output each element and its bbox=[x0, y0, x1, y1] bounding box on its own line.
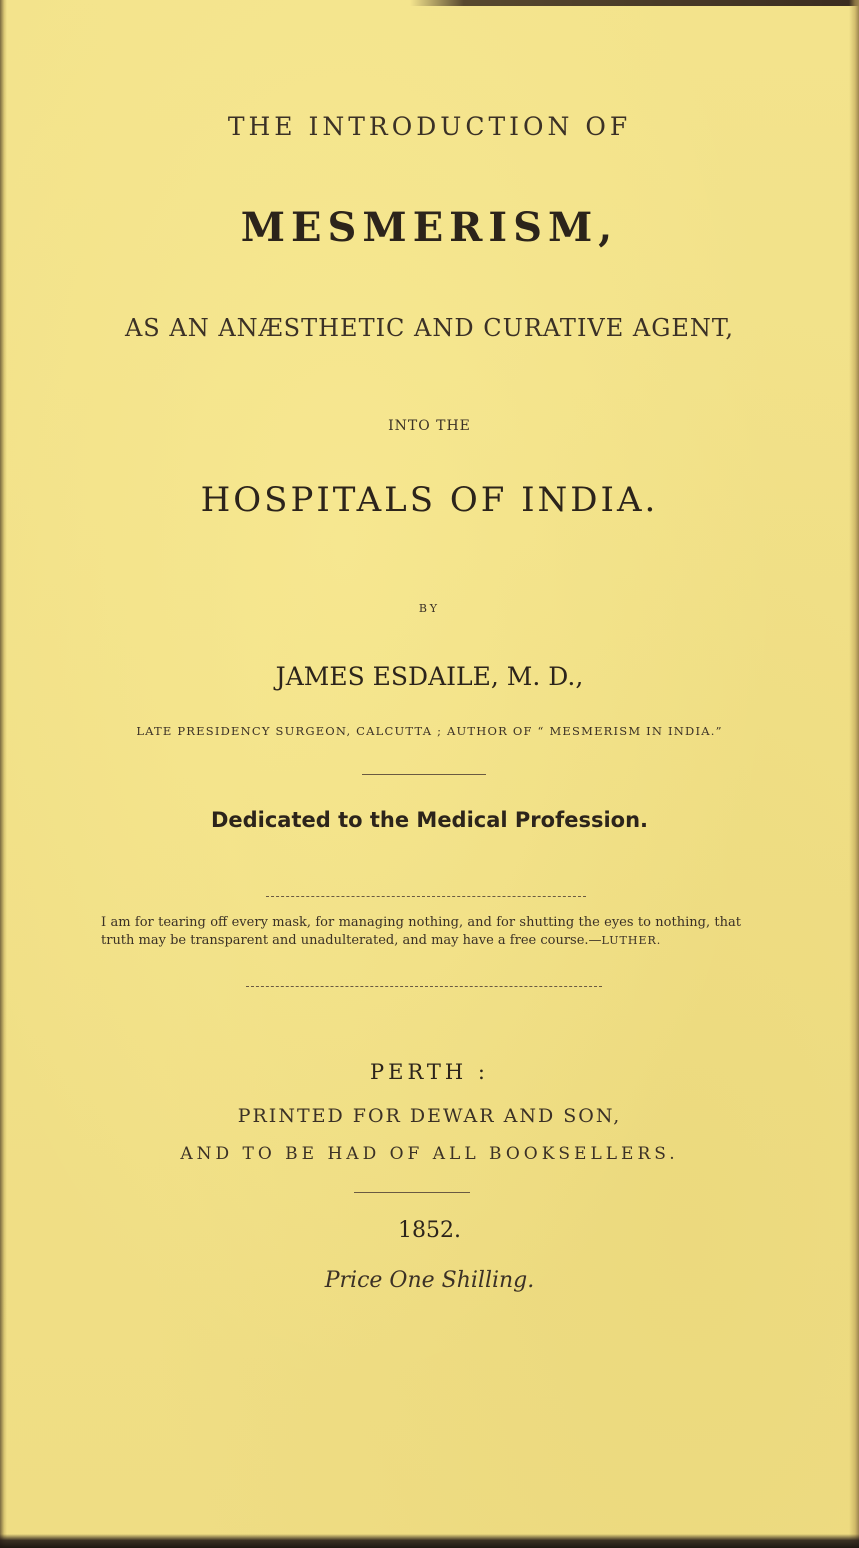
by-text: BY bbox=[418, 602, 441, 615]
author-name: JAMES ESDAILE, M. D., bbox=[275, 662, 584, 691]
page-edge-top bbox=[410, 0, 859, 6]
subtitle: AS AN ANÆSTHETIC AND CURATIVE AGENT, bbox=[124, 314, 735, 342]
divider-rule bbox=[246, 986, 602, 987]
price: Price One Shilling. bbox=[324, 1268, 535, 1293]
main-title: MESMERISM, bbox=[240, 204, 619, 251]
pre-title: THE INTRODUCTION OF bbox=[227, 112, 632, 141]
publication-place: PERTH : bbox=[370, 1060, 489, 1084]
hospitals-title: HOSPITALS OF INDIA. bbox=[200, 480, 659, 520]
page-edge-bottom bbox=[0, 1534, 859, 1548]
epigraph-attribution: LUTHER. bbox=[601, 934, 662, 947]
divider-rule bbox=[354, 1192, 470, 1193]
publication-year: 1852. bbox=[398, 1218, 461, 1243]
divider-rule bbox=[362, 774, 486, 775]
into-the-text: INTO THE bbox=[388, 418, 471, 434]
epigraph-text: I am for tearing off every mask, for managing nothing, and for shutting the eyes to nothing, that truth may be transparent and unadulterated, and may have a free course.— bbox=[101, 915, 741, 948]
author-credentials: LATE PRESIDENCY SURGEON, CALCUTTA ; AUTHOR OF “ MESMERISM IN INDIA.” bbox=[136, 724, 723, 738]
divider-rule bbox=[266, 896, 586, 897]
epigraph bbox=[101, 914, 741, 950]
seller-line: AND TO BE HAD OF ALL BOOKSELLERS. bbox=[180, 1144, 679, 1164]
dedication: Dedicated to the Medical Profession. bbox=[210, 808, 649, 832]
printer-line: PRINTED FOR DEWAR AND SON, bbox=[237, 1105, 622, 1127]
